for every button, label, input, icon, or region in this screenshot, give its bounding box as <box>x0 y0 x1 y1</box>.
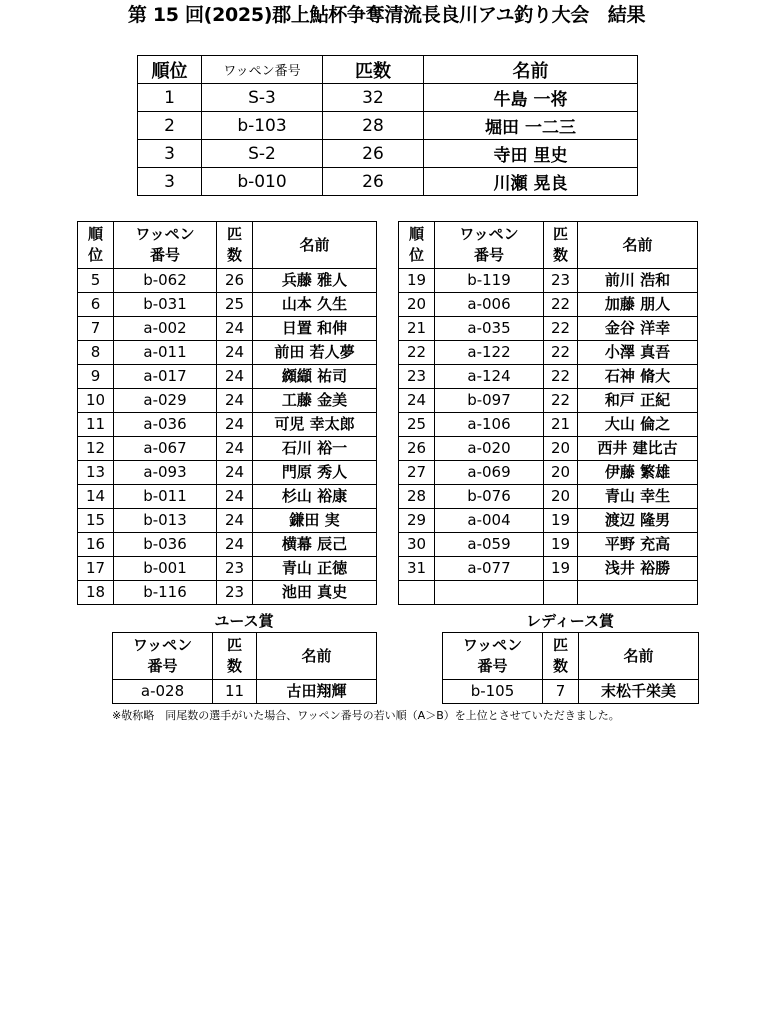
table-row <box>78 341 377 365</box>
name-header: 名前 <box>578 222 698 269</box>
count-header: 匹 数 <box>217 222 253 269</box>
rank-cell: 18 <box>78 581 114 605</box>
youth-award-table <box>112 632 377 704</box>
number-cell: a-122 <box>435 341 544 365</box>
rank-cell: 25 <box>399 413 435 437</box>
table-row <box>78 269 377 293</box>
number-cell: a-002 <box>114 317 217 341</box>
rank-cell: 8 <box>78 341 114 365</box>
name-cell: 日置 和伸 <box>253 317 377 341</box>
rank-cell: 11 <box>78 413 114 437</box>
table-row <box>78 413 377 437</box>
count-header: 匹 数 <box>213 633 257 680</box>
table-row <box>399 437 698 461</box>
count-cell: 23 <box>217 581 253 605</box>
rank-cell: 26 <box>399 437 435 461</box>
rank-cell: 17 <box>78 557 114 581</box>
number-header: ワッペン 番号 <box>113 633 213 680</box>
number-cell: a-069 <box>435 461 544 485</box>
name-cell: 石神 脩大 <box>578 365 698 389</box>
number-cell: S-3 <box>202 84 323 112</box>
name-cell: 堀田 一二三 <box>424 112 638 140</box>
number-cell: a-006 <box>435 293 544 317</box>
table-row <box>399 413 698 437</box>
number-cell: a-124 <box>435 365 544 389</box>
rank-cell: 12 <box>78 437 114 461</box>
table-row <box>78 581 377 605</box>
name-cell: 平野 充高 <box>578 533 698 557</box>
rank-cell: 10 <box>78 389 114 413</box>
name-header: 名前 <box>579 633 699 680</box>
number-cell: b-036 <box>114 533 217 557</box>
number-cell: b-076 <box>435 485 544 509</box>
rank-cell: 22 <box>399 341 435 365</box>
count-cell: 26 <box>323 140 424 168</box>
rank-cell <box>399 581 435 605</box>
name-cell: 前田 若人夢 <box>253 341 377 365</box>
table-row <box>399 461 698 485</box>
count-cell: 24 <box>217 509 253 533</box>
count-cell: 19 <box>544 533 578 557</box>
count-header: 匹 数 <box>543 633 579 680</box>
table-row <box>399 389 698 413</box>
number-cell: a-059 <box>435 533 544 557</box>
count-cell: 22 <box>544 389 578 413</box>
number-header: ワッペン 番号 <box>443 633 543 680</box>
footnote: ※敬称略 同尾数の選手がいた場合、ワッペン番号の若い順（A＞B）を上位とさせていただきました。 <box>112 709 620 722</box>
rank-header: 順 位 <box>399 222 435 269</box>
name-cell: 大山 倫之 <box>578 413 698 437</box>
name-cell: 可児 幸太郎 <box>253 413 377 437</box>
name-cell: 寺田 里史 <box>424 140 638 168</box>
right-ranking-table <box>398 221 698 605</box>
count-cell: 7 <box>543 680 579 704</box>
number-cell: a-106 <box>435 413 544 437</box>
table-row <box>78 437 377 461</box>
rank-cell: 30 <box>399 533 435 557</box>
number-cell: a-020 <box>435 437 544 461</box>
rank-cell: 7 <box>78 317 114 341</box>
rank-cell: 3 <box>138 140 202 168</box>
number-cell: a-093 <box>114 461 217 485</box>
rank-cell: 21 <box>399 317 435 341</box>
number-cell: b-119 <box>435 269 544 293</box>
count-cell: 20 <box>544 461 578 485</box>
number-cell: a-077 <box>435 557 544 581</box>
rank-cell: 20 <box>399 293 435 317</box>
count-cell: 26 <box>323 168 424 196</box>
table-row <box>399 557 698 581</box>
name-cell: 青山 正徳 <box>253 557 377 581</box>
name-cell: 前川 浩和 <box>578 269 698 293</box>
number-cell: a-004 <box>435 509 544 533</box>
count-cell: 24 <box>217 341 253 365</box>
name-cell: 横幕 辰己 <box>253 533 377 557</box>
count-cell: 24 <box>217 485 253 509</box>
count-cell: 24 <box>217 317 253 341</box>
name-cell: 浅井 裕勝 <box>578 557 698 581</box>
number-cell: b-062 <box>114 269 217 293</box>
name-cell: 工藤 金美 <box>253 389 377 413</box>
number-cell: b-103 <box>202 112 323 140</box>
ladies-award-title: レディース賞 <box>525 612 615 630</box>
name-header: 名前 <box>257 633 377 680</box>
table-row <box>138 112 638 140</box>
count-cell: 24 <box>217 437 253 461</box>
name-cell: 西井 建比古 <box>578 437 698 461</box>
count-cell: 22 <box>544 365 578 389</box>
count-cell <box>544 581 578 605</box>
table-row <box>78 317 377 341</box>
count-cell: 20 <box>544 437 578 461</box>
number-cell: b-010 <box>202 168 323 196</box>
name-cell: 青山 幸生 <box>578 485 698 509</box>
count-header: 匹数 <box>323 56 424 84</box>
name-cell <box>578 581 698 605</box>
table-row <box>113 680 377 704</box>
number-header: ワッペン 番号 <box>114 222 217 269</box>
number-cell: b-013 <box>114 509 217 533</box>
rank-cell: 31 <box>399 557 435 581</box>
number-cell: b-011 <box>114 485 217 509</box>
name-header: 名前 <box>424 56 638 84</box>
number-cell: a-067 <box>114 437 217 461</box>
number-cell: S-2 <box>202 140 323 168</box>
rank-cell: 23 <box>399 365 435 389</box>
table-row <box>399 317 698 341</box>
table-row <box>138 84 638 112</box>
table-row <box>399 269 698 293</box>
count-cell: 24 <box>217 533 253 557</box>
rank-cell: 1 <box>138 84 202 112</box>
number-cell <box>435 581 544 605</box>
table-row <box>138 140 638 168</box>
rank-cell: 19 <box>399 269 435 293</box>
rank-cell: 2 <box>138 112 202 140</box>
name-cell: 兵藤 雅人 <box>253 269 377 293</box>
name-cell: 小澤 真吾 <box>578 341 698 365</box>
ladies-award-table <box>442 632 699 704</box>
name-cell: 石川 裕一 <box>253 437 377 461</box>
count-cell: 19 <box>544 557 578 581</box>
name-cell: 山本 久生 <box>253 293 377 317</box>
count-cell: 19 <box>544 509 578 533</box>
name-cell: 纐纈 祐司 <box>253 365 377 389</box>
number-cell: b-031 <box>114 293 217 317</box>
youth-award-title: ユース賞 <box>214 612 274 630</box>
name-cell: 伊藤 繁雄 <box>578 461 698 485</box>
table-row <box>78 389 377 413</box>
count-cell: 24 <box>217 413 253 437</box>
count-cell: 23 <box>217 557 253 581</box>
name-cell: 和戸 正紀 <box>578 389 698 413</box>
count-cell: 22 <box>544 341 578 365</box>
table-row <box>78 293 377 317</box>
rank-cell: 27 <box>399 461 435 485</box>
count-cell: 28 <box>323 112 424 140</box>
name-cell: 渡辺 隆男 <box>578 509 698 533</box>
top-results-table <box>137 55 638 196</box>
rank-header: 順 位 <box>78 222 114 269</box>
count-cell: 20 <box>544 485 578 509</box>
name-cell: 杉山 裕康 <box>253 485 377 509</box>
name-cell: 門原 秀人 <box>253 461 377 485</box>
count-cell: 11 <box>213 680 257 704</box>
count-header: 匹 数 <box>544 222 578 269</box>
rank-cell: 3 <box>138 168 202 196</box>
header-row <box>78 222 377 269</box>
header-row <box>443 633 699 680</box>
rank-cell: 16 <box>78 533 114 557</box>
table-row <box>399 533 698 557</box>
table-row <box>78 461 377 485</box>
number-header: ワッペン番号 <box>202 56 323 84</box>
count-cell: 26 <box>217 269 253 293</box>
table-row <box>443 680 699 704</box>
name-cell: 金谷 洋幸 <box>578 317 698 341</box>
table-row <box>78 365 377 389</box>
number-cell: a-017 <box>114 365 217 389</box>
name-cell: 川瀬 晃良 <box>424 168 638 196</box>
table-row <box>399 365 698 389</box>
table-row <box>399 581 698 605</box>
name-cell: 加藤 朋人 <box>578 293 698 317</box>
count-cell: 21 <box>544 413 578 437</box>
count-cell: 22 <box>544 293 578 317</box>
rank-header: 順位 <box>138 56 202 84</box>
rank-cell: 24 <box>399 389 435 413</box>
table-row <box>78 533 377 557</box>
rank-cell: 5 <box>78 269 114 293</box>
rank-cell: 29 <box>399 509 435 533</box>
number-cell: a-028 <box>113 680 213 704</box>
page-title: 第 15 回(2025)郡上鮎杯争奪清流長良川アユ釣り大会 結果 <box>127 4 646 26</box>
table-row <box>399 293 698 317</box>
name-cell: 古田翔輝 <box>257 680 377 704</box>
table-row <box>399 509 698 533</box>
left-ranking-table <box>77 221 377 605</box>
name-cell: 池田 真史 <box>253 581 377 605</box>
table-row <box>399 341 698 365</box>
number-cell: b-001 <box>114 557 217 581</box>
name-cell: 牛島 一将 <box>424 84 638 112</box>
number-cell: a-029 <box>114 389 217 413</box>
number-cell: b-097 <box>435 389 544 413</box>
rank-cell: 6 <box>78 293 114 317</box>
count-cell: 24 <box>217 461 253 485</box>
rank-cell: 28 <box>399 485 435 509</box>
count-cell: 24 <box>217 389 253 413</box>
number-cell: a-011 <box>114 341 217 365</box>
rank-cell: 14 <box>78 485 114 509</box>
number-cell: a-035 <box>435 317 544 341</box>
name-cell: 末松千栄美 <box>579 680 699 704</box>
number-cell: b-105 <box>443 680 543 704</box>
name-cell: 鎌田 実 <box>253 509 377 533</box>
header-row <box>399 222 698 269</box>
count-cell: 25 <box>217 293 253 317</box>
number-cell: a-036 <box>114 413 217 437</box>
header-row <box>138 56 638 84</box>
header-row <box>113 633 377 680</box>
count-cell: 24 <box>217 365 253 389</box>
rank-cell: 15 <box>78 509 114 533</box>
table-row <box>78 485 377 509</box>
number-header: ワッペン 番号 <box>435 222 544 269</box>
count-cell: 32 <box>323 84 424 112</box>
count-cell: 22 <box>544 317 578 341</box>
table-row <box>78 509 377 533</box>
table-row <box>138 168 638 196</box>
name-header: 名前 <box>253 222 377 269</box>
table-row <box>78 557 377 581</box>
count-cell: 23 <box>544 269 578 293</box>
rank-cell: 13 <box>78 461 114 485</box>
number-cell: b-116 <box>114 581 217 605</box>
rank-cell: 9 <box>78 365 114 389</box>
table-row <box>399 485 698 509</box>
